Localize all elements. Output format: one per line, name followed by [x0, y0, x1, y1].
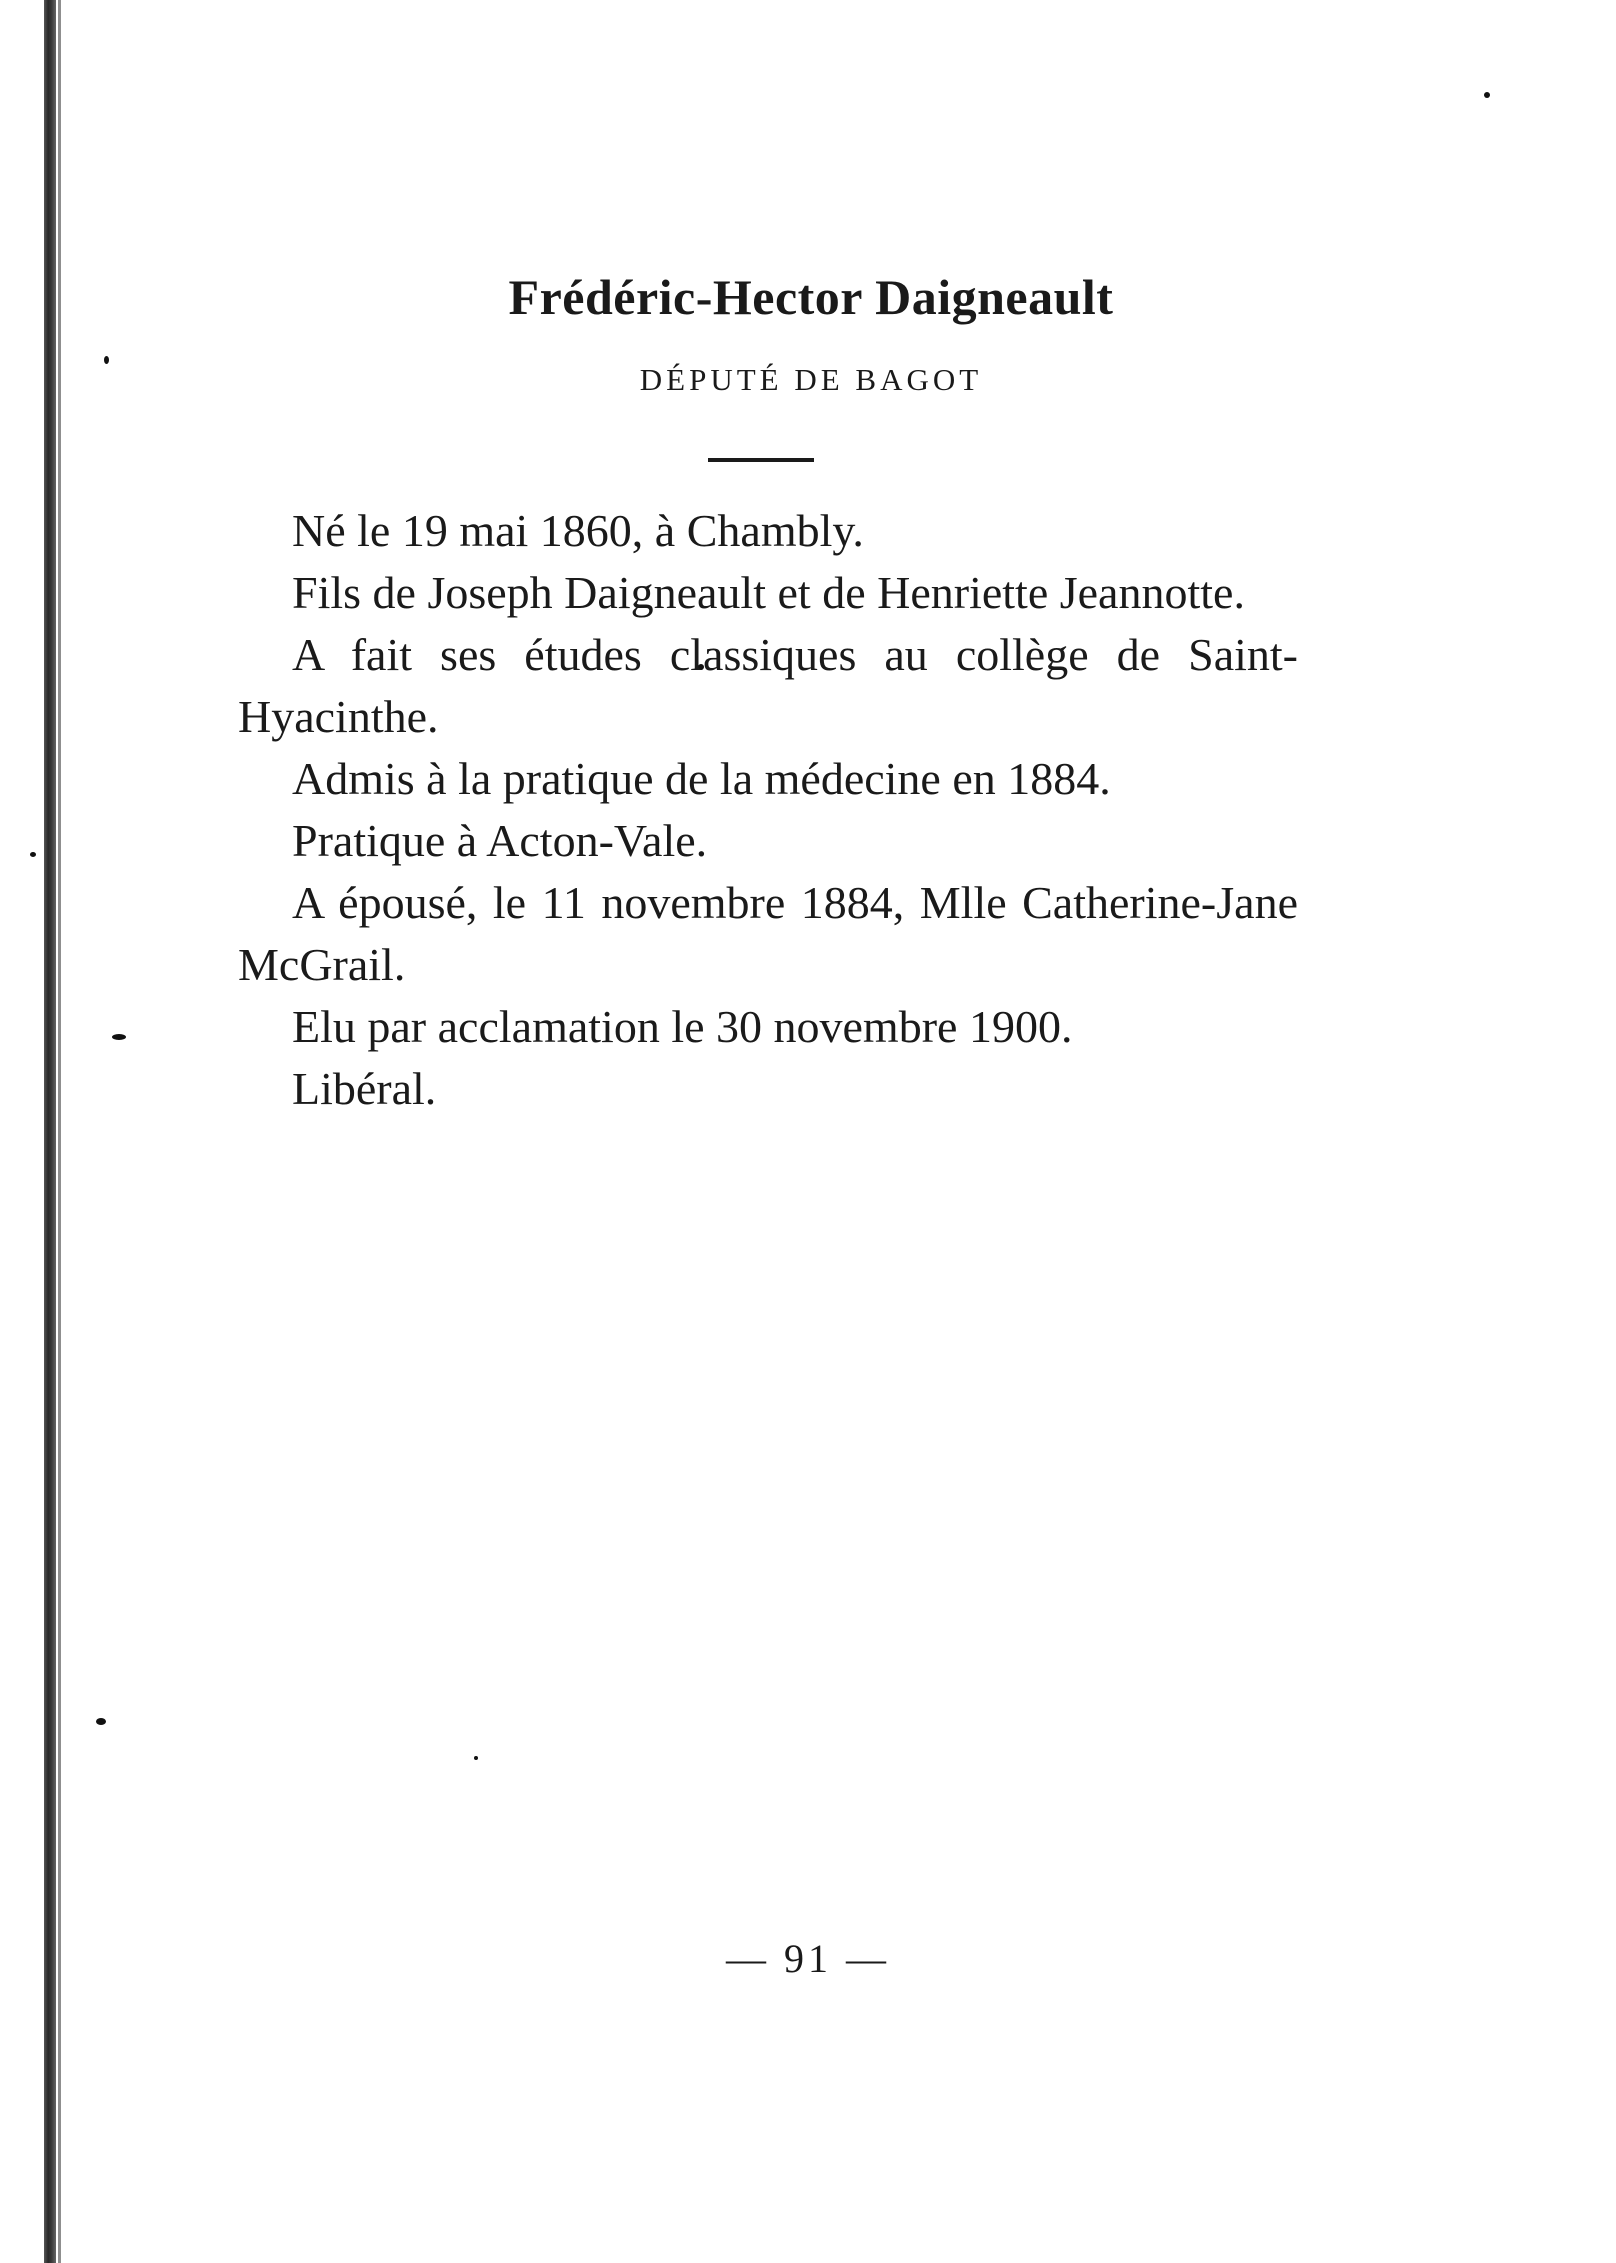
- scan-speck: [1484, 92, 1490, 98]
- paragraph-birth: Né le 19 mai 1860, à Chambly.: [292, 505, 864, 556]
- scan-speck: [474, 1756, 478, 1760]
- scan-speck: [112, 1034, 126, 1040]
- paragraph-studies: A fait ses études classiques au collège de Saint-Hyacinthe.: [238, 629, 1298, 742]
- title-divider: [708, 458, 814, 462]
- paragraph-admission: Admis à la pratique de la médecine en 1884.: [292, 753, 1111, 804]
- page-subtitle: DÉPUTÉ DE BAGOT: [639, 362, 983, 397]
- paragraph-marriage: A épousé, le 11 novembre 1884, Mlle Catherine-Jane McGrail.: [238, 877, 1298, 990]
- paragraph-party: Libéral.: [292, 1063, 437, 1114]
- paragraph-election: Elu par acclamation le 30 novembre 1900.: [292, 1001, 1073, 1052]
- paragraph-parents: Fils de Joseph Daigneault et de Henriette Jeannotte.: [292, 567, 1245, 618]
- scan-speck: [96, 1718, 106, 1725]
- page-binding-edge: [44, 0, 56, 2263]
- scan-speck: [30, 852, 36, 857]
- biography-text: [238, 500, 1298, 1120]
- paragraph-practice: Pratique à Acton-Vale.: [292, 815, 708, 866]
- page-title: Frédéric-Hector Daigneault: [508, 269, 1114, 325]
- page-number: — 91 —: [726, 1936, 890, 1981]
- page-binding-shadow: [58, 0, 61, 2263]
